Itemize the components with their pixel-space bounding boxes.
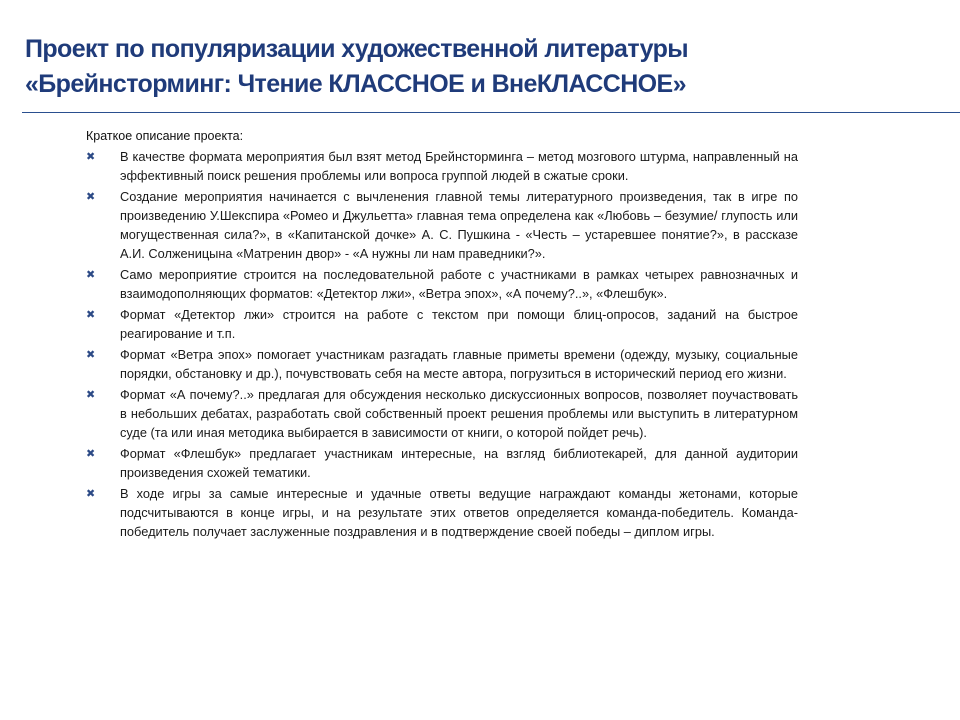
list-item-text: Создание мероприятия начинается с вычленения главной темы литературного произведения, так в игре по произведению У.Шекспира «Ромео и Джульетта» главная тема определена как «Любовь – безумие/ глупость или могущественная сила?», в «Капитанской дочке» А. С. Пушкина - «Честь – устаревшее понятие?», в рассказе А.И. Солженицына «Матренин двор» - «А нужны ли нам праведники?». (120, 189, 798, 261)
title-divider (22, 112, 960, 113)
description-heading: Краткое описание проекта: (86, 129, 244, 143)
list-item-text: В качестве формата мероприятия был взят метод Брейнсторминга – метод мозгового штурма, направленный на эффективный поиск решения проблемы или вопроса группой людей в сжатые сроки. (120, 149, 798, 183)
list-item-text: Формат «Ветра эпох» помогает участникам разгадать главные приметы времени (одежду, музыку, социальные порядки, обстановку и др.), почувствовать себя на месте автора, погрузиться в исторический период его жизни. (120, 347, 798, 381)
list-item (86, 147, 798, 185)
list-item-text: В ходе игры за самые интересные и удачные ответы ведущие награждают команды жетонами, которые подсчитываются в конце игры, и на результате этих ответов определяется команда-победитель. Команда-победитель получает заслуженные поздравления и в подтверждение своей победы – диплом игры. (120, 486, 798, 539)
slide-title (25, 32, 925, 102)
list-item-text: Само мероприятие строится на последовательной работе с участниками в рамках четырех равнозначных и взаимодополняющих форматов: «Детектор лжи», «Ветра эпох», «А почему?..», «Флешбук». (120, 267, 798, 301)
cross-bullet-icon: ✖ (86, 349, 96, 361)
cross-bullet-icon: ✖ (86, 389, 96, 401)
list-item (86, 265, 798, 303)
list-item (86, 385, 798, 442)
list-item (86, 444, 798, 482)
cross-bullet-icon: ✖ (86, 488, 96, 500)
list-item (86, 187, 798, 263)
cross-bullet-icon: ✖ (86, 269, 96, 281)
list-item (86, 345, 798, 383)
slide-title-line-2: «Брейнсторминг: Чтение КЛАССНОЕ и ВнеКЛАССНОЕ» (25, 70, 686, 98)
list-item-text: Формат «А почему?..» предлагая для обсуждения несколько дискуссионных вопросов, позволяет поучаствовать в небольших дебатах, разработать свой собственный проект решения проблемы или выступить в литературном суде (та или иная методика выбирается в зависимости от книги, о которой пойдет речь). (120, 387, 798, 440)
list-item-text: Формат «Детектор лжи» строится на работе с текстом при помощи блиц-опросов, заданий на быстрое реагирование и т.п. (120, 307, 798, 341)
slide-title-line-1: Проект по популяризации художественной литературы (25, 35, 689, 63)
cross-bullet-icon: ✖ (86, 448, 96, 460)
list-item (86, 484, 798, 541)
list-item-text: Формат «Флешбук» предлагает участникам интересные, на взгляд библиотекарей, для данной аудитории произведения схожей тематики. (120, 446, 798, 480)
description-list (86, 147, 798, 541)
project-description (86, 127, 798, 543)
cross-bullet-icon: ✖ (86, 151, 96, 163)
list-item (86, 305, 798, 343)
cross-bullet-icon: ✖ (86, 191, 96, 203)
cross-bullet-icon: ✖ (86, 309, 96, 321)
